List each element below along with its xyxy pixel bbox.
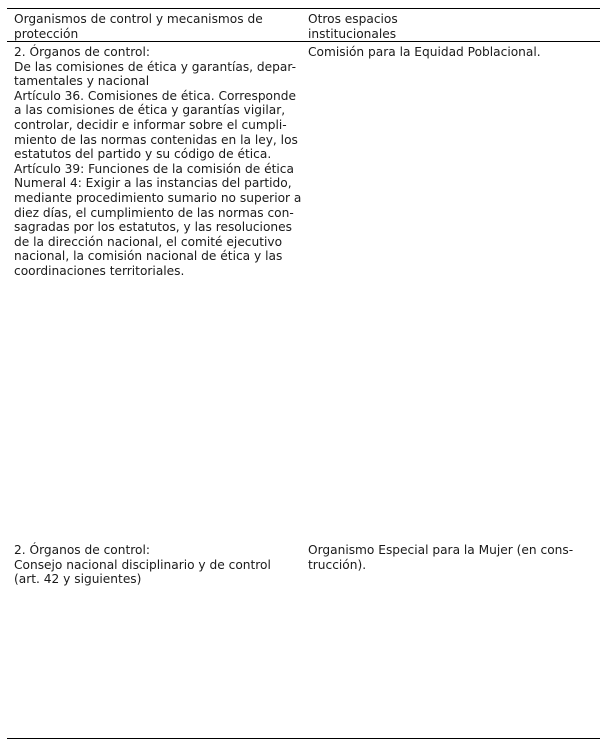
header-control-mechanisms: Organismos de control y mecanismos de protección [14, 12, 263, 41]
header-other-spaces: Otros espacios institucionales [308, 12, 398, 41]
table-header-rule [7, 41, 600, 42]
row-1-control-bodies: 2. Órganos de control: De las comisiones de ética y garantías, depar- tamentales y nacional Artículo 36. Comisiones de ética. Corresponde a las comisiones de ética y garantías vigilar, controlar, decidir e informar sobre el cumpli- miento de las normas contenidas en la ley, los estatutos del partido y su código de ética. Artículo 39: Funciones de la comisión de ética Numeral 4: Exigir a las instancias del partido, mediante procedimiento sumario no superior a diez días, el cumplimiento de las normas con- sagradas por los estatutos, y las resoluciones de la dirección nacional, el comité ejecutivo nacional, la comisión nacional de ética y las coordinaciones territoriales. [14, 45, 302, 278]
row-2-control-bodies: 2. Órganos de control: Consejo nacional disciplinario y de control (art. 42 y siguientes) [14, 543, 271, 587]
row-2-other-space: Organismo Especial para la Mujer (en cons- trucción). [308, 543, 574, 572]
table-bottom-rule [7, 738, 600, 739]
row-1-other-space: Comisión para la Equidad Poblacional. [308, 45, 541, 59]
table-top-rule [7, 8, 600, 9]
